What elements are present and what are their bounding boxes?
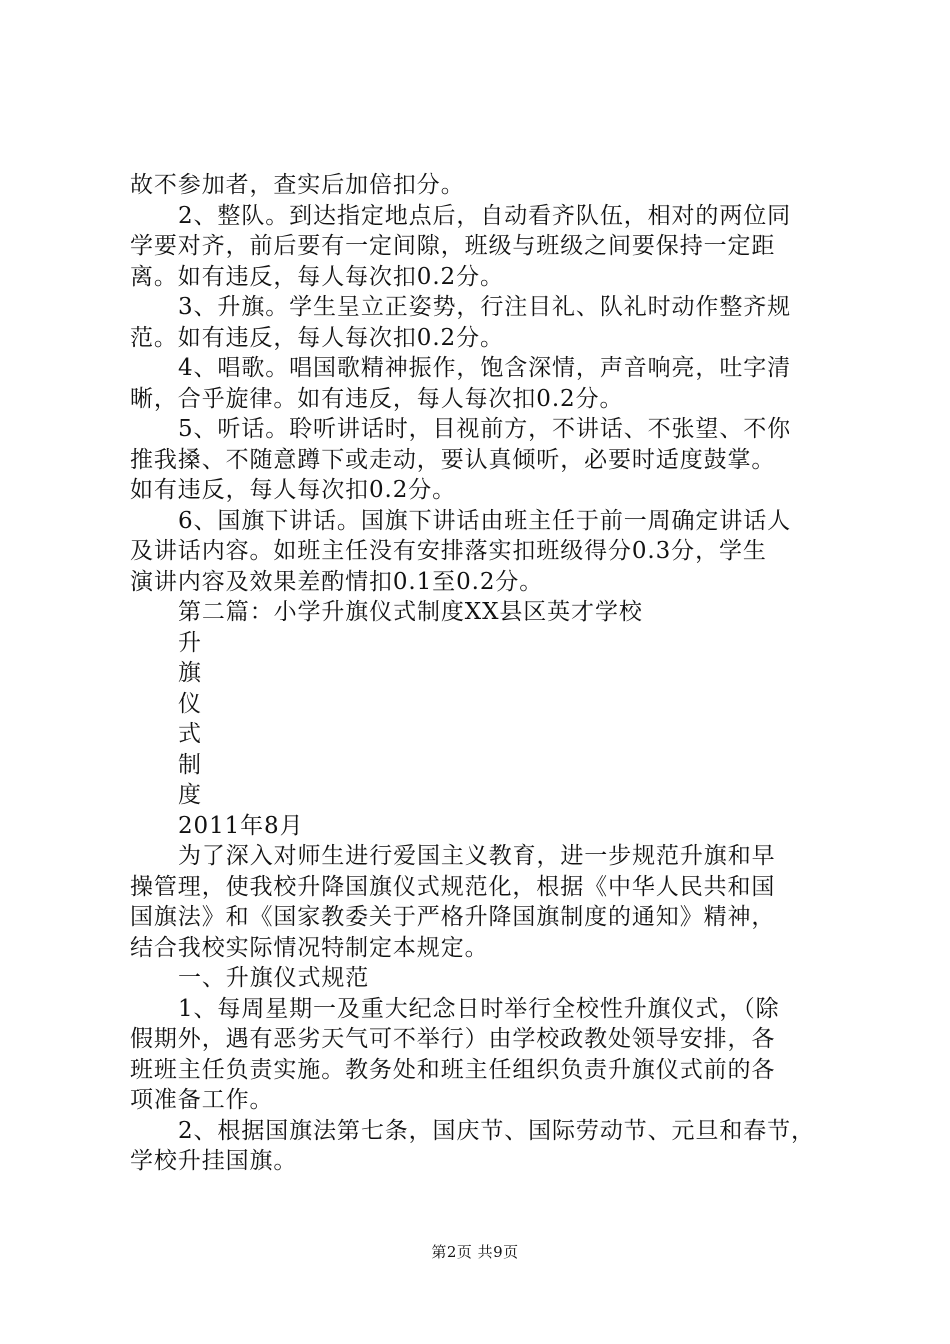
text-line: 结合我校实际情况特制定本规定。 [130, 934, 489, 961]
text-line: 离。如有违反，每人每次扣0.2分。 [130, 263, 504, 290]
text-line: 假期外，遇有恶劣天气可不举行）由学校政教处领导安排，各 [130, 1026, 776, 1052]
text-line: 范。如有违反，每人每次扣0.2分。 [130, 324, 504, 351]
text-line: 度 [178, 782, 202, 808]
text-line: 制 [178, 751, 202, 778]
text-line: 2011年8月 [178, 812, 304, 839]
text-line: 3、升旗。学生呈立正姿势，行注目礼、队礼时动作整齐规 [178, 294, 792, 320]
text-line: 国旗法》和《国家教委关于严格升降国旗制度的通知》精神， [130, 904, 776, 930]
text-line: 升 [178, 629, 202, 656]
text-line: 班班主任负责实施。教务处和班主任组织负责升旗仪式前的各 [130, 1056, 776, 1083]
text-line: 式 [178, 721, 202, 747]
page-footer: 第2页 共9页 [431, 1243, 519, 1261]
text-line: 2、根据国旗法第七条，国庆节、国际劳动节、元旦和春节， [178, 1117, 815, 1144]
text-line: 推我搡、不随意蹲下或走动，要认真倾听，必要时适度鼓掌。 [130, 446, 776, 473]
text-line: 晰，合乎旋律。如有违反，每人每次扣0.2分。 [130, 385, 624, 412]
text-line: 及讲话内容。如班主任没有安排落实扣班级得分0.3分，学生 [130, 538, 767, 564]
text-line: 学校升挂国旗。 [130, 1148, 298, 1174]
text-line: 5、听话。聆听讲话时，目视前方，不讲话、不张望、不你 [178, 416, 792, 442]
text-line: 仪 [178, 690, 202, 717]
text-line: 第二篇：小学升旗仪式制度XX县区英才学校 [178, 599, 643, 625]
text-line: 如有违反，每人每次扣0.2分。 [130, 477, 457, 503]
text-line: 为了深入对师生进行爱国主义教育，进一步规范升旗和早 [178, 843, 776, 869]
text-line: 项准备工作。 [130, 1087, 274, 1113]
text-line: 4、唱歌。唱国歌精神振作，饱含深情，声音响亮，吐字清 [178, 355, 792, 381]
text-line: 学要对齐，前后要有一定间隙，班级与班级之间要保持一定距 [130, 233, 776, 259]
text-line: 操管理，使我校升降国旗仪式规范化，根据《中华人民共和国 [130, 873, 776, 900]
text-line: 2、整队。到达指定地点后，自动看齐队伍，相对的两位同 [178, 202, 792, 229]
text-line: 6、国旗下讲话。国旗下讲话由班主任于前一周确定讲话人 [178, 507, 792, 534]
text-line: 故不参加者，查实后加倍扣分。 [130, 172, 465, 198]
text-line: 演讲内容及效果差酌情扣0.1至0.2分。 [130, 568, 544, 595]
text-line: 1、每周星期一及重大纪念日时举行全校性升旗仪式，（除 [178, 995, 780, 1022]
text-line: 旗 [178, 660, 202, 686]
text-line: 一、升旗仪式规范 [178, 965, 370, 991]
document-body [130, 170, 835, 1177]
